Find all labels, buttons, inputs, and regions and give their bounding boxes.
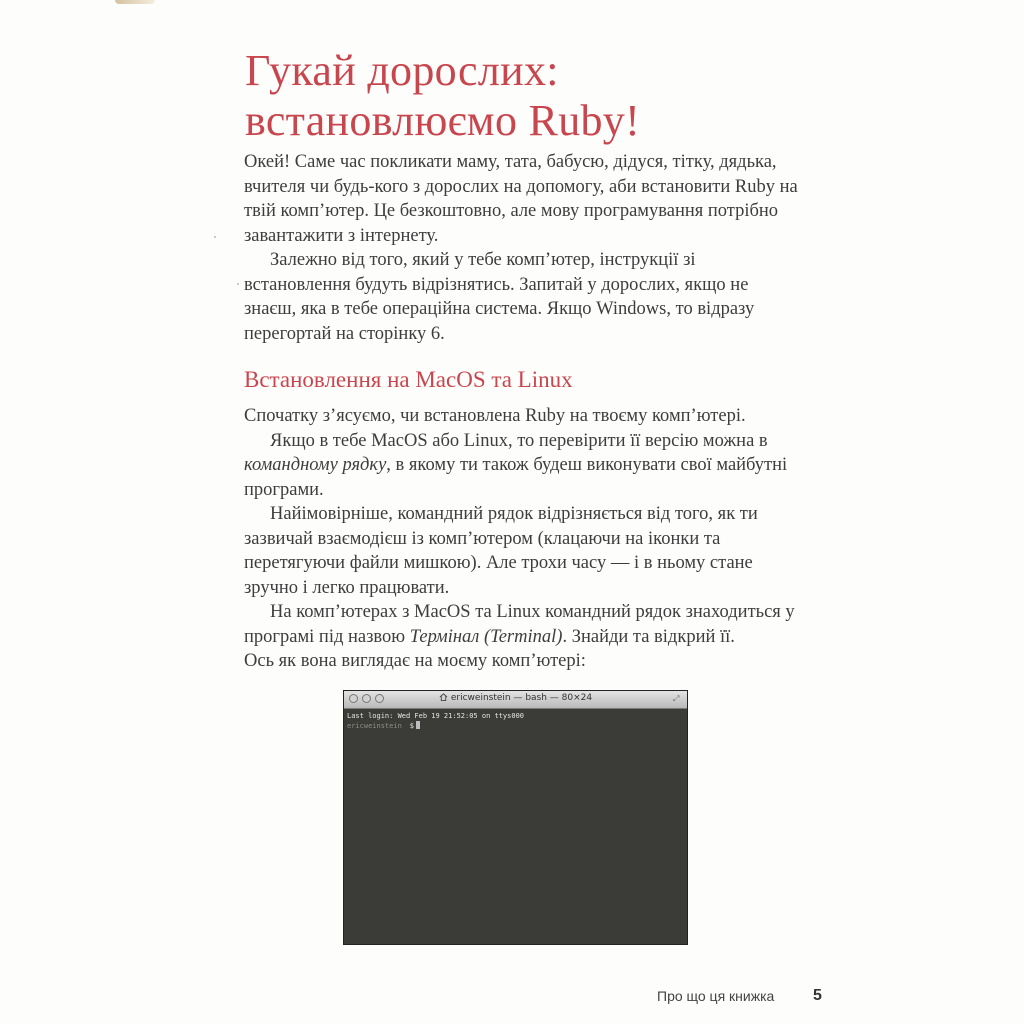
resize-arrows-icon: ⤢ [673,694,680,703]
section-paragraph-2-start: Якщо в тебе MacOS або Linux, то перевірити її версію можна в [270,430,768,451]
paper-speck [214,236,216,238]
terminal-window-title [344,693,687,703]
chapter-title [245,46,640,146]
section-text [244,404,804,674]
section-paragraph-3: Найімовірніше, командний рядок відрізняється від того, як ти зазвичай взаємодієш із комп’ютером (клацаючи на іконки та перетягуючи файли мишкою). Але трохи часу — і в ньому стане зручно і легко працювати. [244,504,758,598]
terminal-output [344,709,687,734]
terminal-title-bar [344,691,687,709]
paper-speck [237,283,239,285]
terminal-screenshot [343,690,688,945]
prompt-user: ericweinstein [347,722,402,730]
intro-text [244,150,804,346]
home-icon [439,693,448,701]
section-paragraph-4-start: На комп’ютерах з MacOS та Linux командний рядок знаходиться у програмі під назвою [244,602,795,647]
section-paragraph-1: Спочатку з’ясуємо, чи встановлена Ruby на твоєму комп’ютері. [244,406,746,426]
prompt-symbol: $ [409,722,415,730]
section-paragraph-5: Ось як вона виглядає на моєму комп’ютері: [244,651,586,671]
page-corner-smudge [115,0,155,4]
chapter-title-line-1: Гукай дорослих: [245,46,559,95]
terminal-window-title-text: ericweinstein — bash — 80×24 [450,693,593,703]
section-paragraph-2 [244,429,804,503]
section-heading: Встановлення на MacOS та Linux [244,367,573,392]
section-paragraph-2-end: , в якому ти також будеш виконувати свої майбутні програми. [244,455,788,500]
intro-paragraph-2: Залежно від того, який у тебе комп’ютер, інструкції зі встановлення будуть відрізнятись. Запитай у дорослих, якщо не знаєш, яка в тебе операційна система. Якщо Windows, то відразу перегортай на сторінку 6. [244,250,755,344]
running-footer: Про що ця книжка [657,988,775,1004]
terminal-app-name: Термінал (Terminal) [409,626,563,647]
command-line-term: командному рядку [244,455,387,475]
last-login-line: Last login: Wed Feb 19 21:52:05 on ttys000 [347,712,525,720]
prompt-line [347,721,684,731]
intro-paragraph-1: Окей! Саме час покликати маму, тата, бабусю, дідуся, тітку, дядька, вчителя чи будь-кого з дорослих на допомогу, аби встановити Ruby на твій комп’ютер. Це безкоштовно, але мову програмування потрібно завантажити з інтернету. [244,152,798,246]
cursor-icon [416,721,420,729]
section-paragraph-4-end: . Знайди та відкрий її. [562,626,735,647]
section-paragraph-4 [244,600,804,649]
page-number: 5 [813,987,822,1004]
chapter-title-line-2: встановлюємо Ruby! [245,96,641,145]
